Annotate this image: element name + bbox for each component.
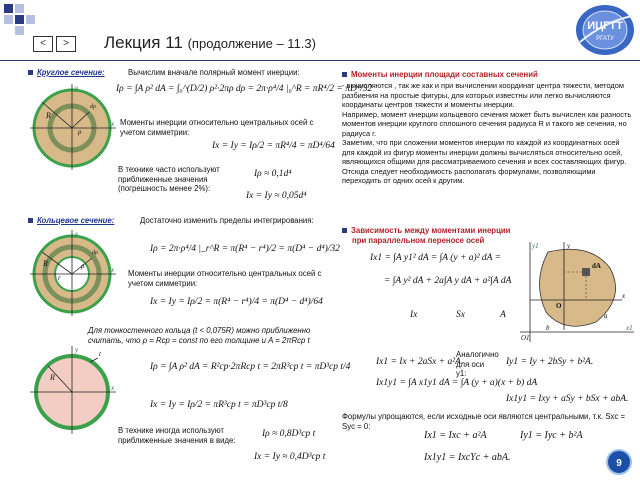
circle-approx-rho: Iρ ≈ 0,1d⁴ [254,169,292,179]
decor-square [4,4,13,13]
under-a: A [500,310,506,320]
analog-note: Аналогично для оси y1: [456,350,499,379]
b-label: b [546,324,550,332]
institute-logo [574,2,636,56]
radius-label: R [46,111,51,120]
composite-section-heading: Моменты инерции площади составных сечений [342,70,538,80]
decor-square [15,15,24,24]
axis-label-x1: x1 [626,324,633,332]
axis-label-y: y [567,242,571,250]
ring-polar-formula: Iρ = 2π·ρ⁴/4 |_r^R = π(R⁴ − r⁴)/2 = π(D⁴ − d⁴)/32 [150,244,340,254]
bullet-icon [342,228,347,233]
thin-ring-note: Для тонкостенного кольца (t < 0,075R) можно приближенно считать, что ρ = Rср = const по его толщине и A = 2πRср t [88,326,311,345]
def-integral-2: = ∫A y² dA + 2a∫A y dA + a²∫A dA [384,276,512,286]
ring-axes-formula: Ix = Iy = Iρ/2 = π(R⁴ − r⁴)/4 = π(D⁴ − d⁴)/64 [150,297,323,307]
under-ix: Ix [410,310,418,320]
circle-section-heading: Круглое сечение: [28,68,105,78]
axis-label-y1: y1 [532,242,539,250]
title-sub: (продолжение – 11.3) [187,36,316,51]
ixy1-def-formula: Ix1y1 = ∫A x1y1 dA = ∫A (y + a)(x + b) dA [376,378,538,388]
axis-label-x: x [622,292,626,300]
page-title [104,33,316,53]
bullet-icon [28,218,33,223]
logo-sub: РГАТУ [596,36,614,42]
c-iy1-formula: Iy1 = Iyc + b²A [520,430,583,441]
c-ixy1-formula: Ix1y1 = IxcYc + abA. [424,452,511,463]
c-ix1-formula: Ix1 = Ixc + a²A [424,430,487,441]
def-integral-1: Ix1 = ∫A y1² dA = ∫A (y + a)² dA = [370,253,502,263]
axis-label-x: x [111,384,115,392]
decor-square [4,15,13,24]
page-number-badge: 9 [606,449,632,475]
decor-square [26,15,35,24]
nav-next-button[interactable]: > [56,36,76,52]
ring-sym-note: Моменты инерции относительно центральных осей с учетом симметрии: [128,269,322,288]
axis-label-x: x [111,120,115,128]
under-sx: Sx [456,310,465,320]
origin-label: O [556,302,562,310]
circle-sym-note: Моменты инерции относительно центральных осей с учетом симметрии: [120,118,314,137]
header-divider [0,60,640,61]
origin1-label: O1 [521,334,530,342]
parallel-axis-heading-1: Зависимость между моментами инерции [342,226,510,236]
radius-label: R [50,373,55,382]
a-label: a [604,312,608,320]
circle-intro-text: Вычислим вначале полярный момент инерции: [128,68,300,77]
rho-label: ρ [81,262,85,270]
axis-label-x: x [111,266,115,274]
nav-prev-button[interactable]: < [33,36,53,52]
rho-label: ρ [78,128,82,136]
iy1-formula: Iy1 = Iy + 2bSy + b²A. [506,357,594,367]
outer-radius-label: R [43,259,48,268]
central-note: Формулы упрощаются, если исходные оси являются центральными, т.к. Sxc = Syc = 0: [342,412,626,431]
drho-label: dρ [92,250,98,256]
thin-axes-formula: Ix = Iy = Iρ/2 = πR³ср t = πD³ср t/8 [150,400,288,410]
thin-ring-diagram [28,344,116,434]
annulus-diagram [28,228,116,316]
drho-label: dρ [90,104,96,110]
circle-approx-xy: Ix = Iy ≈ 0,05d⁴ [246,191,307,201]
parallel-axis-heading-2: при параллельном переносе осей [352,236,485,245]
axis-label-y: y [75,84,79,92]
logo-text: ИЦГТТ [587,20,623,32]
da-label: dA [592,262,601,270]
thin-polar-formula: Iρ = ∫A ρ² dA = R²ср·2πRср t = 2πR³ср t = πD³ср t/4 [150,362,351,372]
circle-approx-note: В технике часто используют приближенные значения (погрешность менее 2%): [118,165,220,194]
ix1-formula: Ix1 = Ix + 2aSx + a²A. [376,357,464,367]
axis-label-y: y [75,346,79,354]
composite-text: - вычисляются , так же как и при вычислении координат центра тяжести, методом разбиения на простые фигуры, для которых известны или легко вычисляются координаты центров тяжести и моменты инерции. Например, момент инерции кольцевого сечения может быть вычислен как разность моментов инерции круглого сплошного сечения радиуса R и такого же сечения, но радиуса r. Заметим, что при сложении моментов инерции по каждой из координатных осей для каждой из фигур моменты инерции должны вычисляться относительно осей, являющихся общими для рассматриваемого сечения и всех составляющих фигур. Отсюда следует необходимость располагать формулами, позволяющими переходить от одних осей к другим. [342,81,632,185]
thickness-label: t [99,350,101,358]
axis-label-y: y [75,230,79,238]
circle-polar-formula: Iρ = ∫A ρ² dA = ∫₀^(D/2) ρ²·2πρ dρ = 2π·ρ⁴/4 |₀^R = πR⁴/2 = πD⁴/32 [116,84,373,94]
thin-approx-rho: Iρ ≈ 0,8D³ср t [262,429,316,439]
ring-intro-text: Достаточно изменить пределы интегрирования: [140,216,314,225]
inner-radius-label: r [58,274,61,282]
decor-square [15,26,24,35]
parallel-axes-diagram [518,238,636,344]
title-main: Лекция 11 [104,33,183,52]
bullet-icon [28,70,33,75]
solid-circle-diagram [28,82,116,170]
thin-approx-note: В технике иногда используют приближенные значения в виде: [118,426,236,445]
circle-axes-formula: Ix = Iy = Iρ/2 = πR⁴/4 = πD⁴/64 [212,141,335,151]
bullet-icon [342,72,347,77]
ring-section-heading: Кольцевое сечение: [28,216,114,226]
ixy1-formula: Ix1y1 = Ixy + aSy + bSx + abA. [506,394,629,404]
decor-square [15,4,24,13]
thin-approx-xy: Ix = Iy ≈ 0,4D³ср t [254,452,326,462]
